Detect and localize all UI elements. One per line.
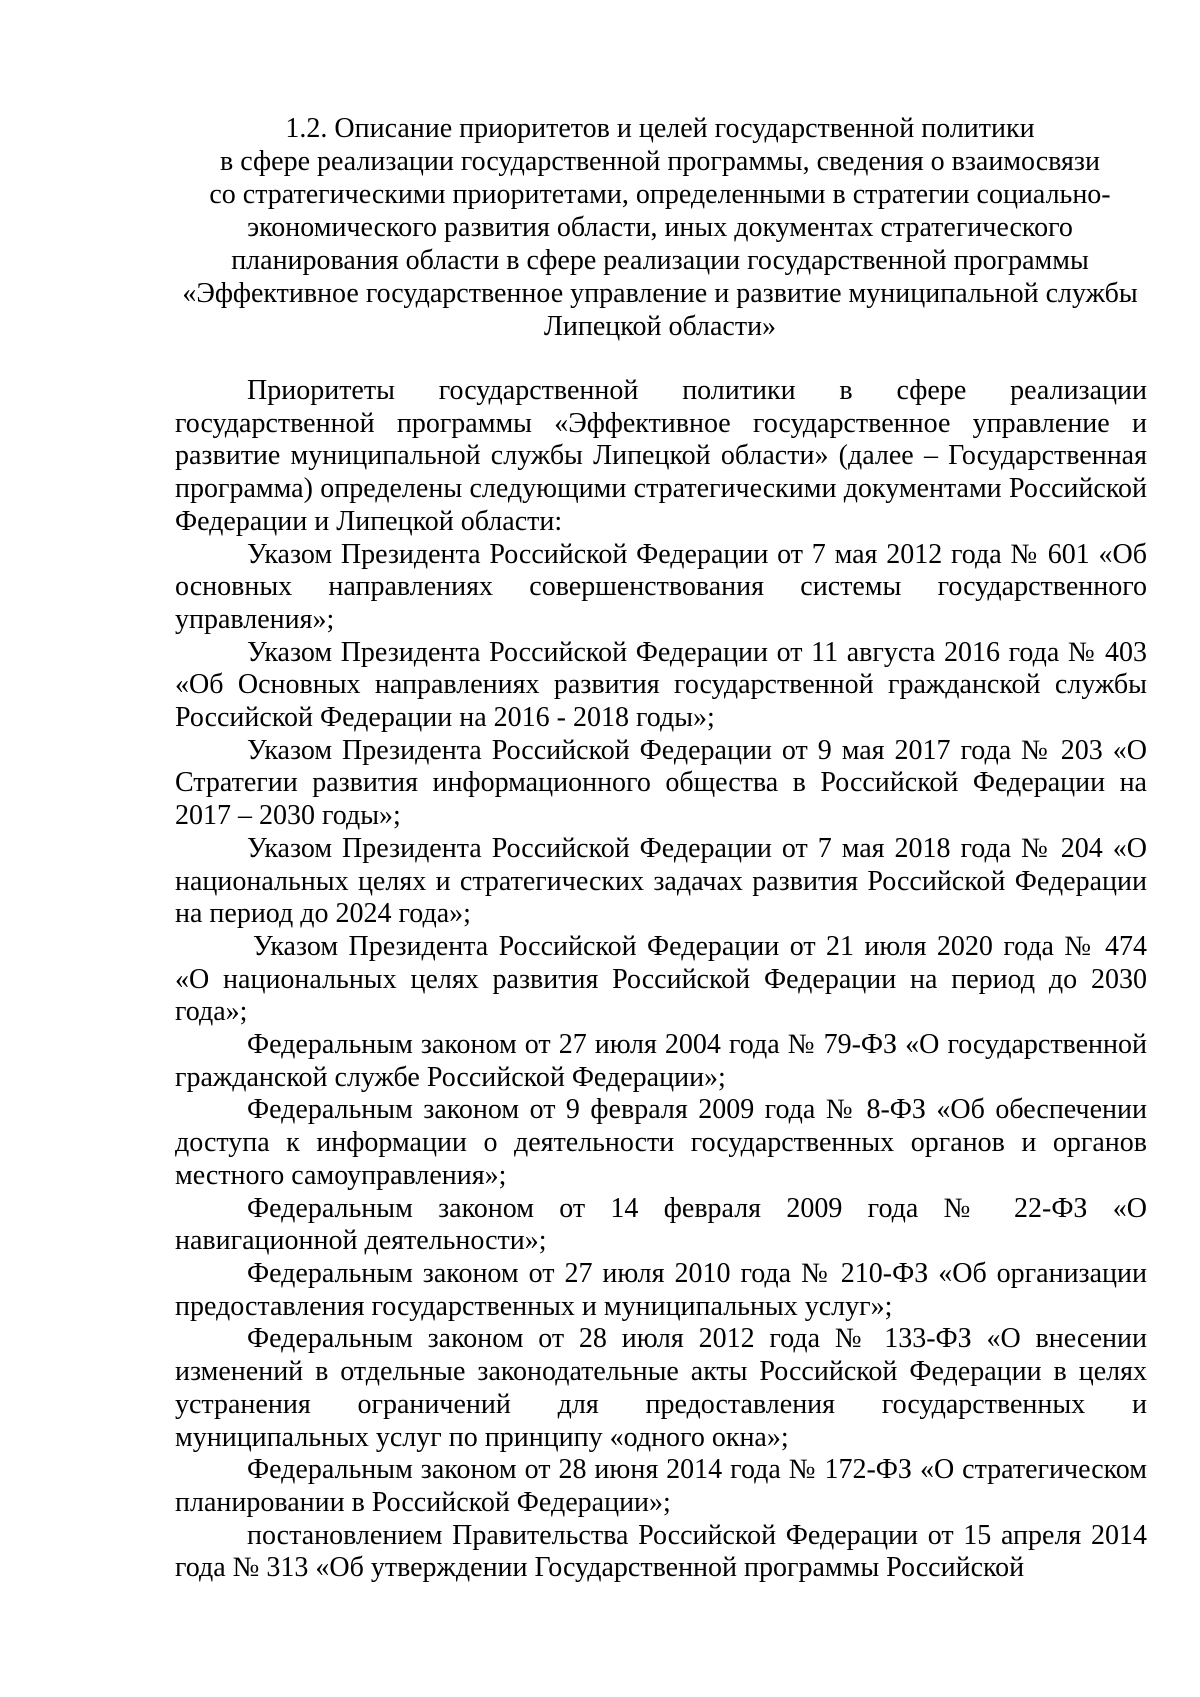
document-body	[175, 375, 1147, 1585]
body-paragraph: Федеральным законом от 9 февраля 2009 года № 8-ФЗ «Об обеспечении доступа к информации о деятельности государственных органов и органов местного самоуправления»;	[175, 1094, 1147, 1191]
section-heading	[170, 112, 1150, 343]
body-paragraph: Федеральным законом от 27 июля 2004 года № 79-ФЗ «О государственной гражданской службе Российской Федерации»;	[175, 1029, 1147, 1093]
body-paragraph: Указом Президента Российской Федерации от 7 мая 2018 года № 204 «О национальных целях и стратегических задачах развития Российской Федерации на период до 2024 года»;	[175, 832, 1147, 930]
body-paragraph: Федеральным законом от 14 февраля 2009 года № 22-ФЗ «О навигационной деятельности»;	[175, 1192, 1147, 1257]
heading-line: планирования области в сфере реализации государственной программы	[231, 245, 1089, 276]
body-paragraph: постановлением Правительства Российской Федерации от 15 апреля 2014 года № 313 «Об утверждении Государственной программы Российской	[175, 1519, 1147, 1584]
body-paragraph: Указом Президента Российской Федерации от 7 мая 2012 года № 601 «Об основных направлениях совершенствования системы государственного управления»;	[175, 538, 1147, 635]
body-paragraph: Федеральным законом от 28 июля 2012 года № 133-ФЗ «О внесении изменений в отдельные законодательные акты Российской Федерации в целях устранения ограничений для предоставления государственных и муниципальных услуг по принципу «одного окна»;	[175, 1323, 1147, 1453]
body-paragraph: Приоритеты государственной политики в сфере реализации государственной программы «Эффективное государственное управление и развитие муниципальной службы Липецкой области» (далее – Государственная программа) определены следующими стратегическими документами Российской Федерации и Липецкой области:	[175, 375, 1147, 537]
heading-line: со стратегическими приоритетами, определенными в стратегии социально-	[209, 179, 1111, 210]
body-paragraph: Федеральным законом от 28 июня 2014 года № 172-ФЗ «О стратегическом планировании в Российской Федерации»;	[175, 1454, 1147, 1518]
heading-line: экономического развития области, иных документах стратегического	[247, 212, 1073, 243]
heading-line: 1.2. Описание приоритетов и целей государственной политики	[285, 113, 1035, 144]
body-paragraph: Указом Президента Российской Федерации от 21 июля 2020 года № 474 «О национальных целях развития Российской Федерации на период до 2030 года»;	[175, 930, 1147, 1028]
heading-line: в сфере реализации государственной программы, сведения о взаимосвязи	[220, 146, 1100, 177]
body-paragraph: Федеральным законом от 27 июля 2010 года № 210-ФЗ «Об организации предоставления государственных и муниципальных услуг»;	[175, 1257, 1147, 1322]
heading-line: Липецкой области»	[543, 311, 777, 342]
body-paragraph: Указом Президента Российской Федерации от 11 августа 2016 года № 403 «Об Основных направлениях развития государственной гражданской службы Российской Федерации на 2016 - 2018 годы»;	[175, 636, 1147, 734]
heading-line: «Эффективное государственное управление и развитие муниципальной службы	[182, 278, 1138, 309]
body-paragraph: Указом Президента Российской Федерации от 9 мая 2017 года № 203 «О Стратегии развития информационного общества в Российской Федерации на 2017 – 2030 годы»;	[175, 734, 1147, 832]
